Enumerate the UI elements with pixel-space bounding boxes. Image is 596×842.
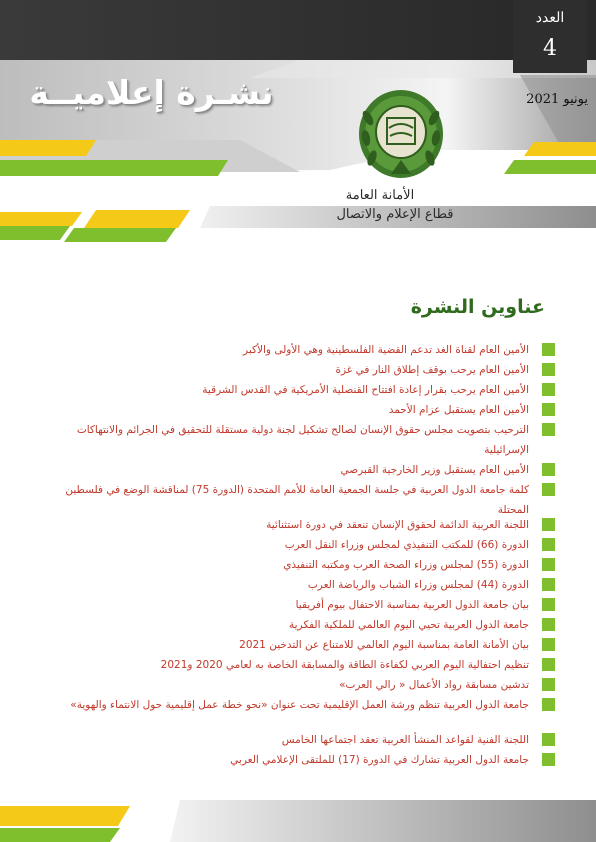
headline-text: تنظيم احتفالية اليوم العربي لكفاءة الطاقة والمسابقة الخاصة به لعامي 2020 و2021 [160,659,529,671]
green-square-bullet-icon [542,678,555,691]
green-square-bullet-icon [542,638,555,651]
green-square-bullet-icon [542,578,555,591]
headline-text: الدورة (55) لمجلس وزراء الصحة العرب ومكتبه التنفيذي [283,559,529,571]
headline-text: تدشين مسابقة رواد الأعمال « رالي العرب» [339,679,529,691]
headline-text: اللجنة العربية الدائمة لحقوق الإنسان تنعقد في دورة استثنائية [266,519,529,531]
green-square-bullet-icon [542,698,555,711]
green-square-bullet-icon [542,753,555,766]
green-square-bullet-icon [542,463,555,476]
issue-box [513,0,587,73]
green-square-bullet-icon [542,423,555,436]
green-square-bullet-icon [542,518,555,531]
green-square-bullet-icon [542,363,555,376]
headline-text: الأمين العام لقناة الغد تدعم القضية الفلسطينية وهي الأولى والأكبر [243,344,529,356]
org-line-general-secretariat: الأمانة العامة [345,188,415,203]
headline-text: الدورة (66) للمكتب التنفيذي لمجلس وزراء النقل العرب [284,539,529,551]
headline-text: الترحيب بتصويت مجلس حقوق الإنسان لصالح تشكيل لجنة دولية مستقلة للتحقيق في الجرائم والانتهاكات الإسرائيلية [76,424,529,456]
headline-text: بيان جامعة الدول العربية بمناسبة الاحتفال بيوم أفريقيا [295,599,529,611]
issue-label: العدد [535,10,565,26]
green-square-bullet-icon [542,658,555,671]
headline-text: جامعة الدول العربية تنظم ورشة العمل الإقليمية تحت عنوان «نحو خطة عمل إقليمية حول الانتماء والهوية» [70,699,529,711]
green-square-bullet-icon [542,538,555,551]
green-strip-right [504,160,596,174]
green-strip-left [0,160,228,176]
newsletter-title: نشـرة إعلاميــة [29,73,274,112]
headline-text: جامعة الدول العربية تحيي اليوم العالمي للملكية الفكرية [288,619,529,631]
green-square-bullet-icon [542,733,555,746]
headline-text: جامعة الدول العربية تشارك في الدورة (17) للملتقى الإعلامي العربي [230,754,529,766]
org-line-media-sector: قطاع الإعلام والاتصال [336,207,454,222]
footer-yellow-strip [0,806,130,826]
footer-graphics [0,770,596,842]
headline-text: بيان الأمانة العامة بمناسبة اليوم العالمي للامتناع عن التدخين 2021 [239,639,529,651]
yellow-strip-left [0,140,96,156]
headline-text: الأمين العام يستقبل عزام الأحمد [388,404,529,416]
green-square-bullet-icon [542,383,555,396]
arab-league-emblem-icon [356,88,446,184]
green-square-bullet-icon [542,618,555,631]
headline-text: الأمين العام يستقبل وزير الخارجية القبرصي [340,464,529,476]
header-graphics [0,0,596,260]
yellow-strip-lower [84,210,190,228]
headline-text: اللجنة الفنية لقواعد المنشأ العربية تعقد اجتماعها الخامس [281,734,529,746]
green-square-bullet-icon [542,343,555,356]
issue-number: 4 [543,36,557,61]
headline-text: الأمين العام يرحب بقرار إعادة افتتاح القنصلية الأمريكية في القدس الشرقية [202,384,529,396]
green-square-bullet-icon [542,483,555,496]
yellow-strip-right-top [524,142,596,156]
green-strip-lower [64,228,176,242]
headline-text: كلمة جامعة الدول العربية في جلسة الجمعية العامة للأمم المتحدة (الدورة 75) لمناقشة الوضع في فلسطين المحتلة [65,484,529,516]
dark-top-band [0,0,513,60]
section-title: عناوين النشرة [410,296,545,318]
green-square-bullet-icon [542,403,555,416]
issue-date: يونيو 2021 [526,92,588,107]
green-square-bullet-icon [542,598,555,611]
headline-text: الدورة (44) لمجلس وزراء الشباب والرياضة العرب [307,579,529,591]
green-square-bullet-icon [542,558,555,571]
headline-text: الأمين العام يرحب بوقف إطلاق النار في غزة [335,364,529,376]
